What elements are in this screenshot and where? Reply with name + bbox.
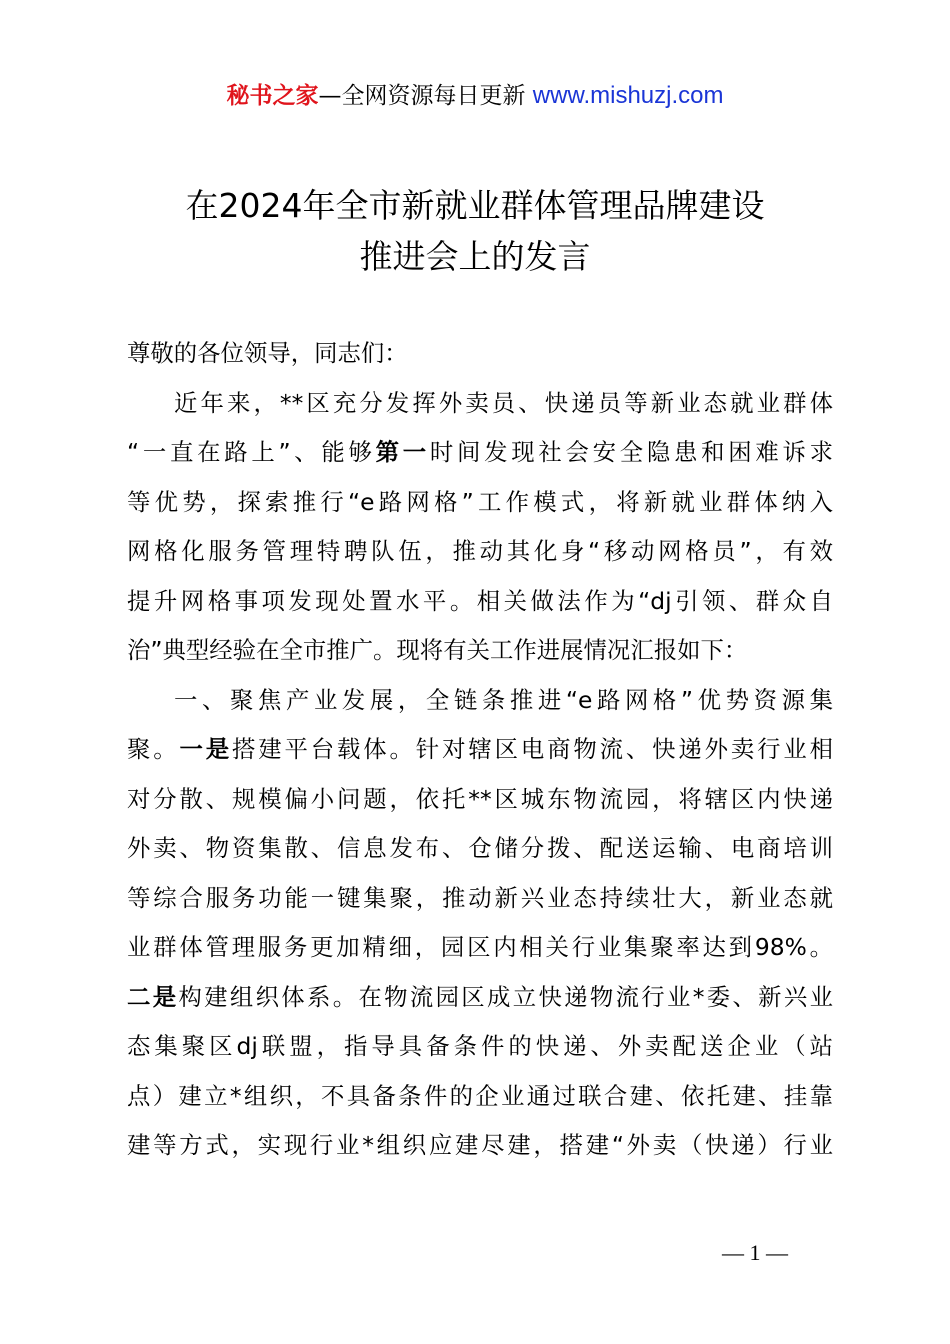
paragraph-line-9: 对分散、规模偏小问题，依托**区城东物流园，将辖区内快递	[127, 784, 833, 813]
document-body	[127, 329, 833, 1171]
text-run: 时间发现社会安全隐患和困难诉求	[429, 438, 833, 466]
text-run: 全链条推进“e路网格”优势资源集	[425, 685, 833, 714]
paragraph-line-5: 提升网格事项发现处置水平。相关做法作为“dj引领、群众自	[127, 586, 833, 615]
section-heading: 一、聚焦产业发展，	[174, 685, 426, 714]
paragraph-line-16: 建等方式，实现行业*组织应建尽建，搭建“外卖（快递）行业	[127, 1131, 833, 1159]
paragraph-line-8	[127, 725, 833, 775]
salutation: 尊敬的各位领导，同志们：	[127, 339, 408, 367]
text-run: 构建组织体系。在物流园区成立快递物流行业*委、新兴业	[178, 982, 833, 1011]
paragraph-line-11: 等综合服务功能一键集聚，推动新兴业态持续壮大，新业态就	[127, 883, 833, 912]
text-run: “一直在路上”、能够	[127, 438, 376, 466]
site-url[interactable]: www.mishuzj.com	[532, 82, 724, 109]
paragraph-line-1: 近年来，**区充分发挥外卖员、快递员等新业态就业群体	[174, 388, 833, 417]
paragraph-line-3: 等优势，探索推行“e路网格”工作模式，将新就业群体纳入	[127, 487, 833, 516]
document-title-line-2: 推进会上的发言	[359, 237, 591, 276]
document-title-line-1: 在2024年全市新就业群体管理品牌建设	[185, 186, 765, 225]
paragraph-line-4: 网格化服务管理特聘队伍，推动其化身“移动网格员”，有效	[127, 537, 833, 565]
paragraph-line-14: 态集聚区dj联盟，指导具备条件的快递、外卖配送企业（站	[127, 1032, 833, 1060]
header-tagline: —全网资源每日更新	[318, 83, 533, 109]
paragraph-line-10: 外卖、物资集散、信息发布、仓储分拨、配送运输、电商培训	[127, 834, 833, 862]
brand-name: 秘书之家	[226, 83, 319, 109]
paragraph-line-13	[127, 973, 833, 1023]
section-heading-line-1	[127, 676, 833, 726]
paragraph-line-6: 治”典型经验在全市推广。现将有关工作进展情况汇报如下：	[127, 636, 748, 664]
site-header	[0, 78, 950, 114]
bold-text: 第一	[375, 438, 430, 466]
text-run: 搭建平台载体。针对辖区电商物流、快递外卖行业相	[232, 735, 833, 763]
text-run: 聚。	[127, 735, 180, 763]
paragraph-line-15: 点）建立*组织，不具备条件的企业通过联合建、依托建、挂靠	[127, 1081, 833, 1110]
bold-text: 二是	[127, 982, 179, 1011]
bold-text: 一是	[179, 735, 233, 763]
paragraph-line-12: 业群体管理服务更加精细，园区内相关行业集聚率达到98%。	[127, 933, 833, 961]
paragraph-line-2	[127, 428, 833, 478]
page-number: — 1 —	[722, 1240, 788, 1265]
